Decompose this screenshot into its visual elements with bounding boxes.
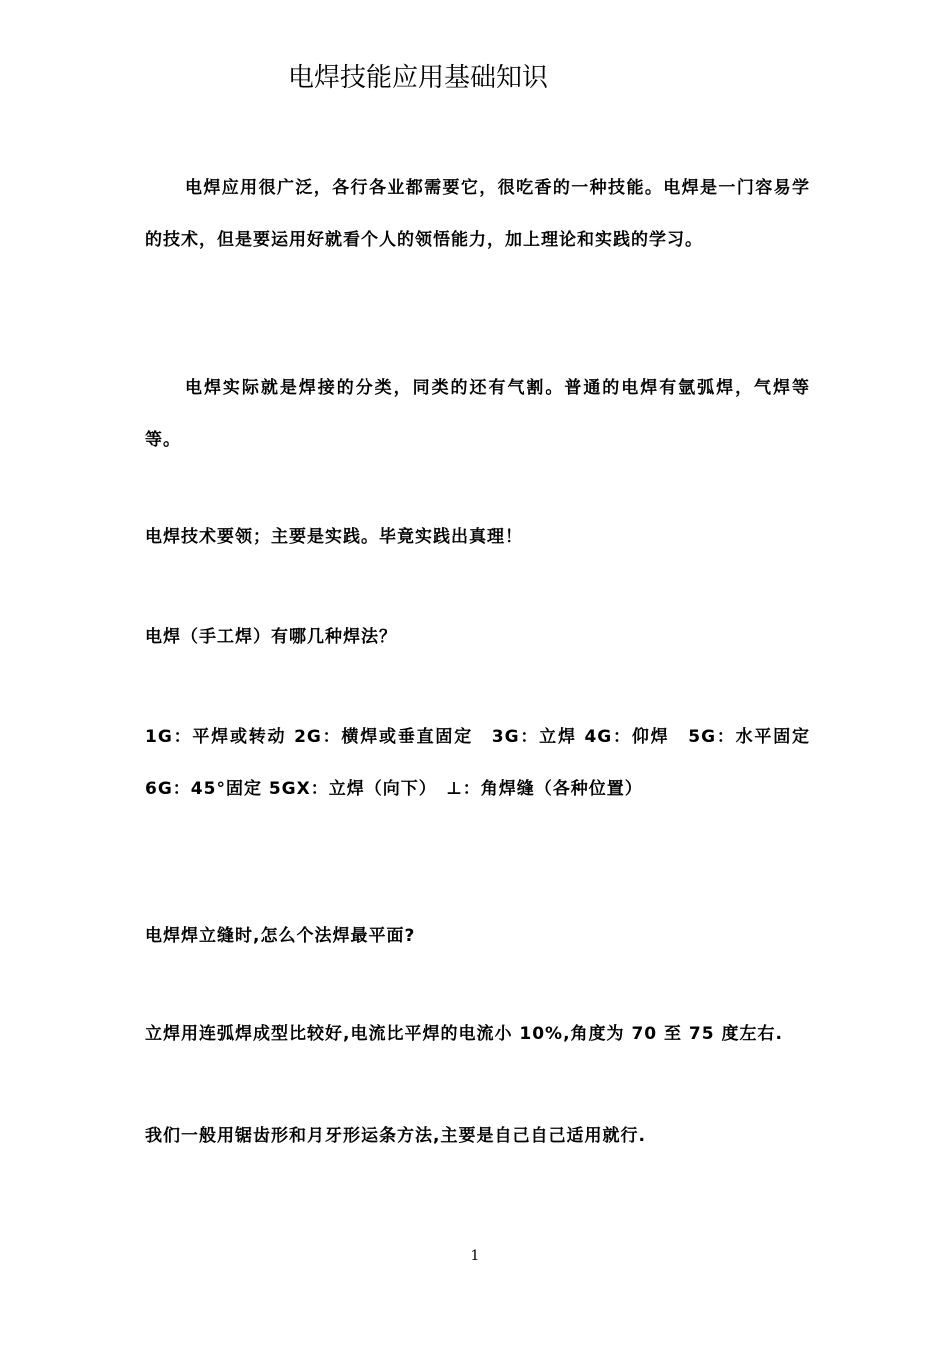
page-number: 1 [470,1248,480,1264]
key-point-paragraph: 电焊技术要领；主要是实践。毕竟实践出真理！ [145,527,523,547]
welding-positions-paragraph: 1G：平焊或转动 2G：横焊或垂直固定 3G：立焊 4G：仰焊 5G：水平固定 6G：45°固定 5GX：立焊（向下） ⊥：角焊缝（各种位置） [145,727,810,799]
document-title: 电焊技能应用基础知识 [288,63,549,93]
methods-question: 电焊（手工焊）有哪几种焊法？ [145,627,397,647]
vertical-weld-answer: 立焊用连弧焊成型比较好,电流比平焊的电流小 10%,角度为 70 至 75 度左右. [145,1024,783,1044]
vertical-weld-question: 电焊焊立缝时,怎么个法焊最平面? [145,926,416,946]
classification-paragraph: 电焊实际就是焊接的分类，同类的还有气割。普通的电焊有氩弧焊，气焊等等。 [145,378,810,450]
method-note-paragraph: 我们一般用锯齿形和月牙形运条方法,主要是自己自己适用就行. [145,1126,646,1146]
intro-paragraph: 电焊应用很广泛，各行各业都需要它，很吃香的一种技能。电焊是一门容易学的技术，但是要运用好就看个人的领悟能力，加上理论和实践的学习。 [145,178,810,250]
